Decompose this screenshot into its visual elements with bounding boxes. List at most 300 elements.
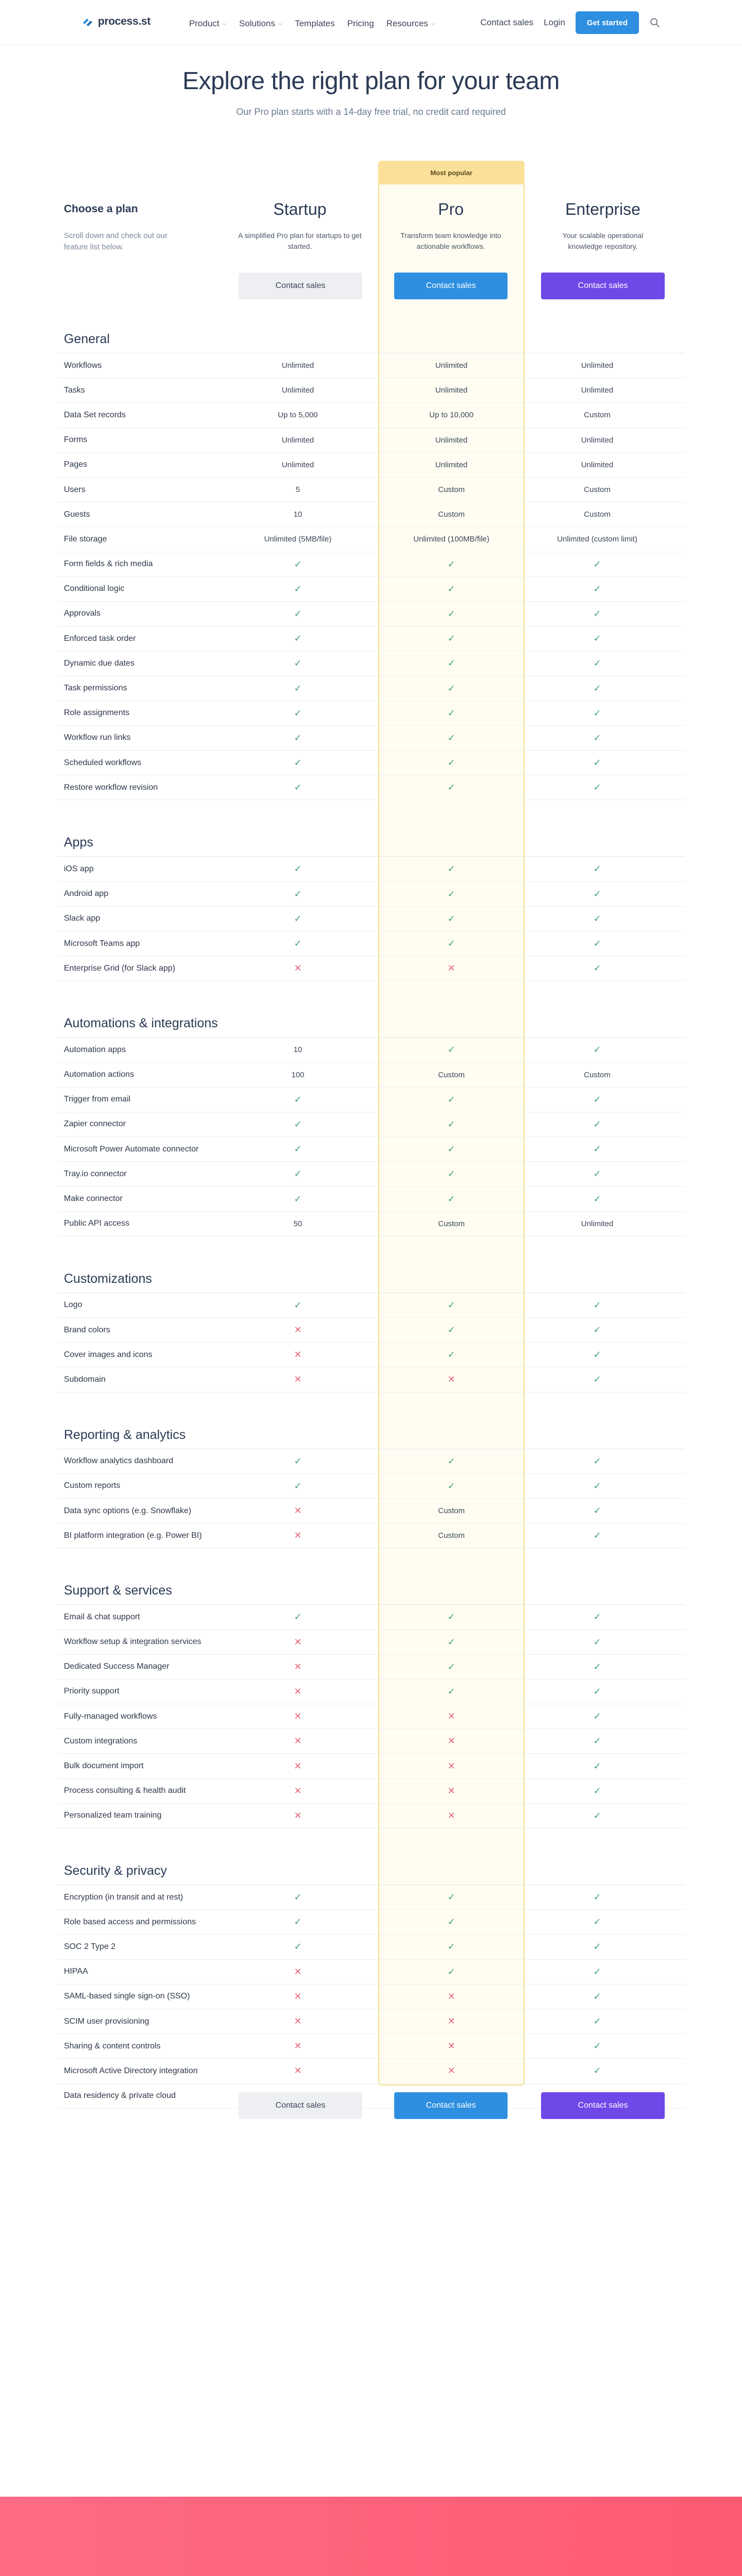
check-icon: ✓ (593, 683, 601, 693)
check-icon: ✓ (593, 757, 601, 768)
choose-plan-subtitle: Scroll down and check out our feature list below. (64, 231, 167, 251)
feature-name: Workflow setup & integration services (64, 1637, 201, 1647)
cross-icon: ✕ (294, 1325, 302, 1335)
check-icon: ✓ (593, 1168, 601, 1179)
check-icon: ✓ (294, 1480, 302, 1491)
check-icon: ✓ (593, 2016, 601, 2027)
plan-value: Unlimited (435, 460, 468, 469)
check-icon: ✓ (447, 1044, 456, 1055)
check-icon: ✓ (593, 1686, 601, 1697)
check-icon: ✓ (593, 1810, 601, 1821)
cross-icon: ✕ (294, 1349, 302, 1360)
plan-value: Custom (438, 485, 465, 495)
check-icon: ✓ (593, 1612, 601, 1622)
plan-value: Unlimited (581, 361, 614, 370)
table-row (57, 1343, 685, 1367)
feature-name: Enterprise Grid (for Slack app) (64, 963, 176, 973)
check-icon: ✓ (593, 1480, 601, 1491)
check-icon: ✓ (294, 658, 302, 669)
check-icon: ✓ (294, 863, 302, 874)
search-icon[interactable] (649, 17, 661, 28)
pro-contact-sales-bottom-button[interactable]: Contact sales (394, 2092, 508, 2119)
check-icon: ✓ (593, 938, 601, 949)
check-icon: ✓ (294, 1118, 302, 1129)
check-icon: ✓ (593, 782, 601, 793)
check-icon: ✓ (294, 782, 302, 793)
cross-icon: ✕ (294, 963, 302, 974)
check-icon: ✓ (593, 913, 601, 924)
table-row (57, 1318, 685, 1343)
table-row (57, 857, 685, 882)
nav-item-label: Product (189, 19, 220, 28)
plan-value: Unlimited (435, 361, 468, 370)
table-row (57, 2009, 685, 2034)
table-row (57, 1754, 685, 1778)
feature-name: Forms (64, 435, 88, 445)
cross-icon: ✕ (447, 2016, 456, 2027)
cross-icon: ✕ (447, 1736, 456, 1747)
cross-icon: ✕ (294, 1530, 302, 1541)
plan-startup (238, 200, 362, 252)
feature-name: Data sync options (e.g. Snowflake) (64, 1506, 192, 1515)
table-row (57, 1063, 685, 1088)
table-row (57, 907, 685, 931)
check-icon: ✓ (294, 938, 302, 949)
table-row (57, 1960, 685, 1985)
cross-icon: ✕ (447, 2041, 456, 2052)
cross-icon: ✕ (294, 2016, 302, 2027)
check-icon: ✓ (593, 1941, 601, 1952)
cross-icon: ✕ (294, 1785, 302, 1796)
table-row (57, 931, 685, 956)
feature-name: File storage (64, 534, 107, 544)
table-row (57, 1630, 685, 1655)
check-icon: ✓ (294, 757, 302, 768)
nav-item-label: Templates (295, 19, 335, 28)
feature-name: Workflows (64, 361, 102, 370)
plan-value: Unlimited (581, 1219, 614, 1228)
cross-icon: ✕ (294, 2041, 302, 2052)
plan-value: Custom (584, 485, 611, 495)
pro-contact-sales-button[interactable]: Contact sales (394, 273, 508, 299)
plan-value: Unlimited (581, 386, 614, 395)
table-row (57, 626, 685, 651)
logo-text: process.st (98, 15, 151, 27)
check-icon: ✓ (593, 1118, 601, 1129)
table-row (57, 577, 685, 602)
table-row (57, 1605, 685, 1630)
check-icon: ✓ (447, 1193, 456, 1204)
check-icon: ✓ (447, 938, 456, 949)
table-row (57, 602, 685, 626)
promo-band (0, 2497, 742, 2576)
site-header (0, 0, 742, 45)
check-icon: ✓ (593, 863, 601, 874)
feature-name: Data Set records (64, 410, 126, 419)
feature-name: Dedicated Success Manager (64, 1662, 170, 1671)
feature-name: Trigger from email (64, 1095, 131, 1104)
plan-value: Up to 5,000 (278, 411, 318, 420)
plan-value: Unlimited (435, 386, 468, 395)
check-icon: ✓ (447, 1636, 456, 1647)
feature-name: Enforced task order (64, 634, 136, 643)
check-icon: ✓ (593, 1711, 601, 1722)
contact-sales-link[interactable]: Contact sales (480, 18, 534, 27)
plan-value: Unlimited (281, 435, 314, 445)
check-icon: ✓ (593, 732, 601, 743)
check-icon: ✓ (447, 782, 456, 793)
feature-name: Encryption (in transit and at rest) (64, 1892, 183, 1902)
feature-name: Form fields & rich media (64, 560, 153, 569)
table-row (57, 428, 685, 453)
table-row (57, 651, 685, 676)
feature-name: BI platform integration (e.g. Power BI) (64, 1531, 202, 1540)
check-icon: ✓ (593, 1325, 601, 1335)
startup-contact-sales-button[interactable]: Contact sales (239, 273, 362, 299)
check-icon: ✓ (593, 558, 601, 569)
check-icon: ✓ (593, 1505, 601, 1516)
check-icon: ✓ (447, 1892, 456, 1903)
feature-name: Dynamic due dates (64, 658, 134, 668)
plan-description: A simplified Pro plan for startups to get started. (238, 231, 362, 250)
check-icon: ✓ (294, 732, 302, 743)
check-icon: ✓ (593, 633, 601, 644)
check-icon: ✓ (447, 1917, 456, 1927)
feature-name: Workflow run links (64, 733, 131, 742)
table-row (57, 453, 685, 478)
plan-name: Pro (438, 200, 464, 218)
feature-name: Bulk document import (64, 1761, 144, 1771)
feature-name: Process consulting & health audit (64, 1786, 186, 1795)
cross-icon: ✕ (294, 1686, 302, 1697)
check-icon: ✓ (447, 1941, 456, 1952)
feature-name: Cover images and icons (64, 1350, 153, 1359)
feature-name: Scheduled workflows (64, 758, 142, 767)
cross-icon: ✕ (294, 1991, 302, 2002)
table-row (57, 882, 685, 907)
table-row (57, 1985, 685, 2009)
feature-name: Automation actions (64, 1070, 134, 1079)
check-icon: ✓ (593, 658, 601, 669)
check-icon: ✓ (593, 707, 601, 718)
check-icon: ✓ (593, 1349, 601, 1360)
nav-item-templates[interactable] (295, 19, 334, 29)
feature-name: Public API access (64, 1219, 130, 1228)
check-icon: ✓ (447, 683, 456, 693)
check-icon: ✓ (447, 1480, 456, 1491)
check-icon: ✓ (294, 633, 302, 644)
check-icon: ✓ (447, 1299, 456, 1310)
table-row (57, 775, 685, 800)
section-title: Automations & integrations (57, 1006, 685, 1038)
feature-name: Subdomain (64, 1375, 106, 1384)
check-icon: ✓ (447, 757, 456, 768)
most-popular-badge: Most popular (378, 161, 525, 184)
feature-name: Restore workflow revision (64, 783, 158, 792)
cross-icon: ✕ (294, 1736, 302, 1747)
check-icon: ✓ (447, 732, 456, 743)
feature-name: Microsoft Teams app (64, 939, 140, 948)
table-row (57, 751, 685, 775)
cross-icon: ✕ (294, 1374, 302, 1385)
table-row (57, 2034, 685, 2059)
plan-value: 50 (293, 1219, 302, 1228)
feature-name: Microsoft Active Directory integration (64, 2066, 198, 2075)
check-icon: ✓ (447, 1455, 456, 1466)
feature-name: Custom integrations (64, 1736, 138, 1745)
check-icon: ✓ (447, 1349, 456, 1360)
page-subtitle: Our Pro plan starts with a 14-day free trial, no credit card required (236, 107, 506, 117)
feature-name: Automation apps (64, 1045, 126, 1054)
table-row (57, 1137, 685, 1162)
check-icon: ✓ (447, 1612, 456, 1622)
cross-icon: ✕ (294, 1711, 302, 1722)
check-icon: ✓ (447, 1325, 456, 1335)
table-row (57, 527, 685, 552)
check-icon: ✓ (294, 1892, 302, 1903)
feature-name: Data residency & private cloud (64, 2091, 176, 2100)
cross-icon: ✕ (447, 2065, 456, 2076)
plan-value: 100 (291, 1070, 305, 1079)
plan-value: Unlimited (281, 386, 314, 395)
check-icon: ✓ (294, 1193, 302, 1204)
check-icon: ✓ (294, 888, 302, 899)
plan-pro (386, 200, 515, 252)
check-icon: ✓ (593, 1892, 601, 1903)
feature-name: Microsoft Power Automate connector (64, 1144, 199, 1154)
cross-icon: ✕ (447, 963, 456, 974)
table-row (57, 1038, 685, 1062)
check-icon: ✓ (447, 863, 456, 874)
table-row (57, 403, 685, 428)
check-icon: ✓ (593, 1044, 601, 1055)
table-row (57, 956, 685, 981)
check-icon: ✓ (593, 1661, 601, 1672)
logo[interactable] (81, 15, 150, 28)
feature-name: Fully-managed workflows (64, 1711, 157, 1721)
table-row (57, 353, 685, 378)
check-icon: ✓ (294, 707, 302, 718)
cross-icon: ✕ (447, 1374, 456, 1385)
plan-value: Custom (438, 510, 465, 519)
feature-name: Brand colors (64, 1325, 110, 1334)
table-row (57, 1935, 685, 1959)
feature-name: SOC 2 Type 2 (64, 1942, 116, 1951)
feature-name: HIPAA (64, 1967, 88, 1976)
check-icon: ✓ (447, 1686, 456, 1697)
table-row (57, 552, 685, 577)
check-icon: ✓ (593, 888, 601, 899)
plan-value: Custom (438, 1506, 465, 1516)
section-spacer (57, 1828, 685, 1853)
check-icon: ✓ (294, 583, 302, 594)
check-icon: ✓ (447, 658, 456, 669)
table-row (57, 1804, 685, 1828)
feature-name: Task permissions (64, 684, 127, 693)
cross-icon: ✕ (294, 1505, 302, 1516)
check-icon: ✓ (447, 913, 456, 924)
feature-comparison-table (57, 321, 685, 2109)
feature-name: Custom reports (64, 1481, 121, 1490)
chevron-down-icon: ⌵ (278, 20, 283, 27)
enterprise-contact-sales-bottom-button[interactable]: Contact sales (541, 2092, 665, 2119)
table-row (57, 1655, 685, 1680)
table-row (57, 1187, 685, 1211)
check-icon: ✓ (294, 1094, 302, 1105)
check-icon: ✓ (294, 1299, 302, 1310)
plan-value: Custom (438, 1531, 465, 1540)
feature-name: Role based access and permissions (64, 1917, 196, 1926)
check-icon: ✓ (593, 1917, 601, 1927)
plan-description: Your scalable operational knowledge repository. (562, 231, 644, 250)
plan-value: Unlimited (281, 460, 314, 469)
feature-name: Zapier connector (64, 1120, 126, 1129)
check-icon: ✓ (447, 1661, 456, 1672)
plan-enterprise (546, 200, 660, 252)
table-row (57, 1112, 685, 1137)
feature-name: Slack app (64, 914, 100, 923)
login-link[interactable]: Login (544, 18, 565, 27)
check-icon: ✓ (593, 1455, 601, 1466)
table-row (57, 1523, 685, 1548)
table-row (57, 1779, 685, 1804)
startup-contact-sales-bottom-button[interactable]: Contact sales (239, 2092, 362, 2119)
feature-name: Role assignments (64, 708, 130, 718)
plan-name: Enterprise (565, 200, 640, 218)
enterprise-contact-sales-button[interactable]: Contact sales (541, 273, 665, 299)
check-icon: ✓ (593, 1193, 601, 1204)
plan-value: Unlimited (581, 435, 614, 445)
feature-name: Pages (64, 460, 88, 469)
nav-item-product[interactable] (189, 19, 227, 29)
check-icon: ✓ (447, 707, 456, 718)
check-icon: ✓ (447, 888, 456, 899)
feature-name: Sharing & content controls (64, 2041, 161, 2050)
plan-value: 5 (295, 485, 300, 495)
page-title: Explore the right plan for your team (182, 67, 560, 95)
table-row (57, 1499, 685, 1523)
cross-icon: ✕ (447, 1785, 456, 1796)
cross-icon: ✕ (294, 1636, 302, 1647)
check-icon: ✓ (593, 2041, 601, 2052)
table-row (57, 1449, 685, 1474)
check-icon: ✓ (294, 1144, 302, 1155)
feature-name: Tasks (64, 385, 85, 395)
cross-icon: ✕ (447, 1810, 456, 1821)
table-row (57, 1293, 685, 1318)
check-icon: ✓ (294, 558, 302, 569)
table-row (57, 502, 685, 527)
check-icon: ✓ (447, 1118, 456, 1129)
check-icon: ✓ (593, 1966, 601, 1977)
feature-name: SAML-based single sign-on (SSO) (64, 1992, 190, 2001)
section-spacer (57, 800, 685, 825)
feature-name: iOS app (64, 864, 94, 873)
check-icon: ✓ (593, 1785, 601, 1796)
cross-icon: ✕ (447, 1711, 456, 1722)
check-icon: ✓ (593, 1094, 601, 1105)
get-started-button[interactable]: Get started (576, 11, 639, 34)
plan-value: 10 (293, 510, 302, 519)
plan-value: Unlimited (281, 361, 314, 370)
table-row (57, 1885, 685, 1910)
section-spacer (57, 1548, 685, 1573)
plan-value: Unlimited (5MB/file) (264, 535, 332, 544)
check-icon: ✓ (593, 1299, 601, 1310)
chevron-down-icon: ⌵ (431, 20, 436, 27)
nav-right (480, 11, 661, 34)
check-icon: ✓ (294, 1612, 302, 1622)
section-spacer (57, 1236, 685, 1261)
cross-icon: ✕ (294, 1810, 302, 1821)
nav-item-solutions[interactable] (239, 19, 282, 29)
feature-name: Guests (64, 510, 90, 519)
section-title: Support & services (57, 1573, 685, 1605)
chevron-down-icon: ⌵ (222, 20, 227, 27)
feature-name: Users (64, 485, 86, 494)
plan-name: Startup (273, 200, 327, 218)
main-nav (189, 19, 435, 29)
feature-name: Tray.io connector (64, 1169, 127, 1178)
check-icon: ✓ (593, 1530, 601, 1541)
plan-value: Custom (584, 510, 611, 519)
check-icon: ✓ (593, 583, 601, 594)
check-icon: ✓ (294, 1455, 302, 1466)
check-icon: ✓ (593, 1144, 601, 1155)
plan-value: Unlimited (581, 460, 614, 469)
logo-mark-icon (81, 15, 94, 28)
plan-value: Custom (584, 1070, 611, 1079)
check-icon: ✓ (294, 913, 302, 924)
check-icon: ✓ (447, 608, 456, 619)
check-icon: ✓ (447, 1144, 456, 1155)
section-title: Customizations (57, 1261, 685, 1293)
nav-item-label: Resources (386, 19, 428, 28)
feature-name: Make connector (64, 1194, 123, 1204)
plan-value: Unlimited (435, 435, 468, 445)
feature-name: Conditional logic (64, 584, 125, 594)
feature-name: Workflow analytics dashboard (64, 1456, 174, 1466)
table-row (57, 1729, 685, 1754)
nav-item-pricing[interactable] (347, 19, 374, 29)
table-row (57, 1212, 685, 1236)
table-row (57, 701, 685, 726)
plan-description: Transform team knowledge into actionable workflows. (400, 231, 501, 250)
cross-icon: ✕ (294, 1966, 302, 1977)
feature-name: Personalized team training (64, 1811, 162, 1820)
section-title: Reporting & analytics (57, 1417, 685, 1449)
table-row (57, 1910, 685, 1935)
nav-item-label: Pricing (347, 19, 374, 28)
check-icon: ✓ (294, 683, 302, 693)
feature-name: SCIM user provisioning (64, 2016, 149, 2026)
feature-name: Logo (64, 1300, 82, 1310)
section-title: Apps (57, 825, 685, 857)
check-icon: ✓ (593, 1736, 601, 1747)
check-icon: ✓ (593, 963, 601, 974)
check-icon: ✓ (447, 1966, 456, 1977)
cross-icon: ✕ (447, 1760, 456, 1771)
table-row (57, 1680, 685, 1704)
table-row (57, 676, 685, 701)
nav-item-resources[interactable] (386, 19, 436, 29)
section-spacer (57, 981, 685, 1006)
table-row (57, 1162, 685, 1187)
cross-icon: ✕ (294, 1760, 302, 1771)
table-row (57, 378, 685, 403)
table-row (57, 1474, 685, 1499)
table-row (57, 1088, 685, 1112)
